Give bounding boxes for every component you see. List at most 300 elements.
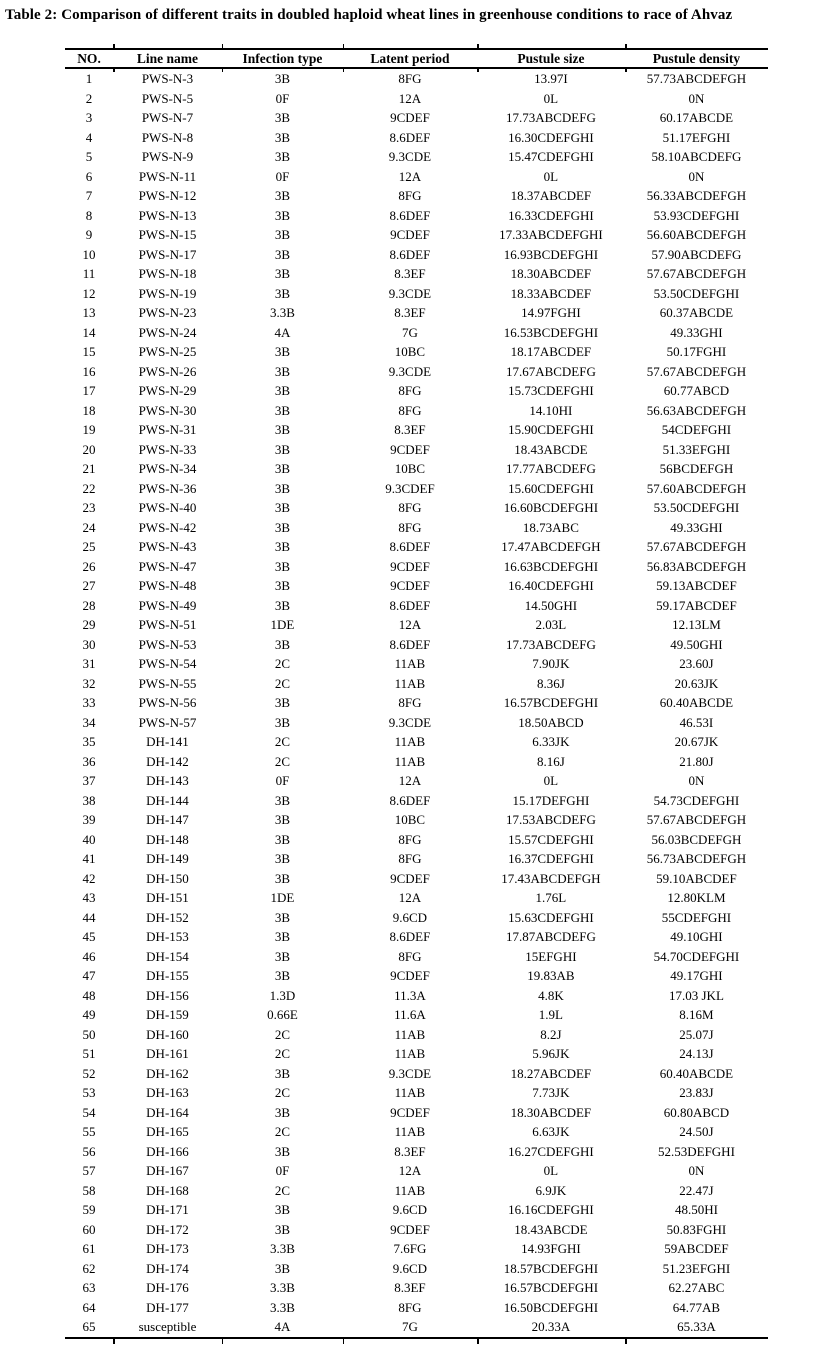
cell: PWS-N-11 [138, 168, 197, 184]
cell: 53 [82, 1085, 96, 1100]
cell: 10BC [394, 461, 426, 476]
cell: 17.77ABCDEFG [505, 461, 596, 476]
cell: DH-174 [146, 1260, 189, 1276]
cell: 7.90JK [532, 656, 570, 671]
cell: 3B [274, 812, 291, 827]
cell: 16.30CDEFGHI [508, 129, 594, 145]
cell: 6.63JK [532, 1124, 570, 1139]
cell: DH-141 [146, 734, 189, 749]
cell: 9.3CDE [388, 714, 432, 730]
cell: PWS-N-54 [138, 656, 197, 671]
table-row [65, 1259, 768, 1279]
cell: 16.50BCDEFGHI [503, 1299, 599, 1315]
cell: 8.3EF [394, 1143, 426, 1159]
cell: 3B [274, 227, 291, 242]
cell: 23.60J [679, 656, 714, 671]
cell: 63 [82, 1280, 96, 1295]
cell: 33 [82, 695, 96, 710]
cell: 8FG [398, 71, 422, 86]
cell: 56 [82, 1143, 96, 1159]
cell: DH-165 [146, 1124, 189, 1139]
cell: DH-171 [146, 1202, 189, 1217]
cell: 8FG [398, 500, 422, 515]
cell: 3B [274, 831, 291, 847]
table-row [65, 635, 768, 655]
cell: 2C [274, 1085, 291, 1100]
cell: 11AB [394, 1026, 426, 1042]
cell: 9CDEF [390, 870, 430, 886]
cell: 3B [274, 110, 291, 125]
table-row [65, 381, 768, 401]
cell: 57.73ABCDEFGH [646, 71, 747, 86]
cell: PWS-N-48 [138, 578, 197, 593]
cell: 53.50CDEFGHI [653, 285, 740, 301]
cell: 3B [274, 188, 291, 203]
cell: 15.17DEFGHI [512, 792, 590, 808]
table-row [65, 771, 768, 791]
cell: DH-173 [146, 1241, 189, 1256]
cell: 17.73ABCDEFG [505, 636, 596, 652]
cell: 16.53BCDEFGHI [503, 324, 599, 340]
cell: DH-177 [146, 1299, 189, 1315]
cell: 9.3CDE [388, 149, 432, 164]
cell: 8.6DEF [389, 129, 431, 145]
table-row [65, 420, 768, 440]
cell: 24.50J [679, 1124, 714, 1139]
cell: 57.67ABCDEFGH [646, 363, 747, 379]
table-row [65, 576, 768, 596]
cell: 3B [274, 285, 291, 301]
cell: 3B [274, 1104, 291, 1120]
cell: 3B [274, 909, 291, 925]
cell: PWS-N-15 [138, 227, 197, 242]
cell: 3B [274, 968, 291, 983]
cell: 3B [274, 1202, 291, 1217]
cell: 18.30ABCDEF [510, 1104, 592, 1120]
cell: 20.67JK [674, 734, 719, 749]
cell: 12A [398, 90, 422, 106]
cell: 52.53DEFGHI [657, 1143, 735, 1159]
cell: PWS-N-42 [138, 519, 197, 535]
table-row [65, 1200, 768, 1220]
cell: 17.43ABCDEFGH [501, 870, 601, 886]
cell: 17 [82, 383, 96, 398]
cell: 64.77AB [672, 1299, 721, 1315]
cell: 17.47ABCDEFGH [501, 539, 601, 554]
cell: 50.83FGHI [666, 1221, 727, 1237]
cell: 3B [274, 422, 291, 437]
column-header-latent-period: Latent period [343, 49, 477, 68]
cell: 3B [274, 461, 291, 476]
cell: 8.6DEF [389, 597, 431, 613]
cell: 3B [274, 480, 291, 496]
cell: 0F [275, 90, 290, 106]
table-row [65, 1025, 768, 1045]
cell: 9CDEF [390, 227, 430, 242]
cell: 12A [398, 168, 422, 184]
column-header-infection-type: Infection type [222, 49, 343, 68]
table-row [65, 869, 768, 889]
cell: PWS-N-24 [138, 324, 197, 340]
cell: 9.3CDE [388, 1065, 432, 1081]
cell: 8.2J [540, 1026, 562, 1042]
cell: 3B [274, 1065, 291, 1081]
table-row [65, 1005, 768, 1025]
cell: 55CDEFGHI [661, 909, 732, 925]
cell: PWS-N-36 [138, 480, 197, 496]
cell: 17.87ABCDEFG [505, 929, 596, 944]
cell: DH-150 [146, 870, 189, 886]
cell: 2C [274, 675, 291, 691]
cell: DH-147 [146, 812, 189, 827]
cell: 56.73ABCDEFGH [646, 851, 747, 866]
cell: 1.3D [269, 987, 296, 1003]
table-row [65, 888, 768, 908]
cell: 0N [688, 90, 705, 106]
table-row [65, 1122, 768, 1142]
cell: PWS-N-34 [138, 461, 197, 476]
column-header-line-name: Line name [113, 49, 222, 68]
cell: 3B [274, 870, 291, 886]
cell: 59ABCDEF [664, 1241, 729, 1256]
cell: PWS-N-9 [141, 149, 194, 164]
cell: 3B [274, 695, 291, 710]
table-row [65, 128, 768, 148]
cell: 12A [398, 617, 422, 632]
cell: 3B [274, 714, 291, 730]
table-row [65, 68, 768, 89]
cell: 21 [82, 461, 96, 476]
cell: 3B [274, 1221, 291, 1237]
cell: 56BCDEFGH [659, 461, 734, 476]
cell: 3B [274, 578, 291, 593]
cell: 11.3A [394, 987, 426, 1003]
table-row [65, 908, 768, 928]
table-row [65, 1103, 768, 1123]
cell: 31 [82, 656, 96, 671]
cell: 7G [401, 324, 418, 340]
cell: 12A [398, 1163, 422, 1178]
column-boundary-tick [625, 69, 627, 72]
cell: 3B [274, 363, 291, 379]
cell: 8.36J [537, 675, 565, 691]
cell: 0F [275, 168, 290, 184]
cell: 62 [82, 1260, 96, 1276]
table-row [65, 810, 768, 830]
cell: DH-144 [146, 792, 189, 808]
cell: 10BC [394, 344, 426, 359]
table-row [65, 791, 768, 811]
cell: 8.6DEF [389, 246, 431, 262]
cell: 37 [82, 773, 96, 788]
cell: 25.07J [679, 1026, 714, 1042]
cell: 24.13J [679, 1046, 714, 1061]
cell: 3B [274, 344, 291, 359]
cell: 6.33JK [532, 734, 570, 749]
table-row [65, 1239, 768, 1259]
cell: 23.83J [679, 1085, 714, 1100]
cell: 8FG [398, 519, 422, 535]
cell: 9.6CD [392, 1260, 428, 1276]
cell: 57.60ABCDEFGH [646, 480, 747, 496]
column-boundary-tick [222, 69, 224, 72]
cell: 55 [82, 1124, 96, 1139]
cell: 15.47CDEFGHI [508, 149, 594, 164]
table-row [65, 927, 768, 947]
cell: PWS-N-55 [138, 675, 197, 691]
cell: 46 [82, 948, 96, 964]
cell: 65.33A [677, 1319, 716, 1334]
cell: 44 [82, 909, 96, 925]
cell: 24 [82, 519, 96, 535]
cell: 1.9L [538, 1007, 563, 1022]
table-header [65, 49, 768, 68]
cell: 6 [85, 168, 93, 184]
table-row [65, 713, 768, 733]
cell: 3B [274, 948, 291, 964]
cell: 3B [274, 636, 291, 652]
cell: 10 [82, 246, 96, 262]
cell: 19.83AB [527, 968, 575, 983]
cell: 15 [82, 344, 96, 359]
cell: 30 [82, 636, 96, 652]
column-boundary-tick [222, 44, 224, 48]
cell: 23 [82, 500, 96, 515]
cell: 9CDEF [390, 1104, 430, 1120]
cell: PWS-N-53 [138, 636, 197, 652]
cell: DH-149 [146, 851, 189, 866]
cell: 9CDEF [390, 441, 430, 457]
cell: 12.80KLM [667, 890, 726, 905]
cell: 3B [274, 519, 291, 535]
cell: susceptible [138, 1319, 197, 1334]
cell: 57 [82, 1163, 96, 1178]
cell: 41 [82, 851, 96, 866]
cell: 18.43ABCDE [514, 441, 588, 457]
cell: DH-156 [146, 987, 189, 1003]
cell: DH-163 [146, 1085, 189, 1100]
cell: PWS-N-40 [138, 500, 197, 515]
cell: 7 [85, 188, 93, 203]
table-body [65, 68, 768, 1338]
cell: 34 [82, 714, 96, 730]
table-row [65, 1317, 768, 1338]
cell: PWS-N-56 [138, 695, 197, 710]
cell: 0N [688, 1163, 705, 1178]
cell: 3B [274, 539, 291, 554]
cell: 14 [82, 324, 96, 340]
column-boundary-tick [113, 44, 115, 48]
cell: PWS-N-8 [141, 129, 194, 145]
cell: 14.10HI [529, 402, 573, 418]
cell: 54CDEFGHI [661, 422, 732, 437]
table-row [65, 986, 768, 1006]
cell: 16.16CDEFGHI [508, 1202, 594, 1217]
cell: 57.67ABCDEFGH [646, 539, 747, 554]
cell: DH-142 [146, 753, 189, 769]
cell: 51.23EFGHI [662, 1260, 731, 1276]
cell: 17.53ABCDEFG [505, 812, 596, 827]
cell: 15.63CDEFGHI [508, 909, 594, 925]
cell: PWS-N-3 [141, 71, 194, 86]
table-row [65, 186, 768, 206]
cell: 15EFGHI [525, 948, 577, 964]
column-header-pustule-size: Pustule size [477, 49, 625, 68]
cell: 56.33ABCDEFGH [646, 188, 747, 203]
column-boundary-tick [625, 1339, 627, 1344]
cell: 5 [85, 149, 93, 164]
cell: 18.33ABCDEF [510, 285, 592, 301]
cell: 11AB [394, 1085, 426, 1100]
cell: PWS-N-12 [138, 188, 197, 203]
cell: 26 [82, 558, 96, 574]
table-row [65, 1220, 768, 1240]
cell: 54 [82, 1104, 96, 1120]
table-row [65, 732, 768, 752]
cell: 3.3B [269, 305, 295, 320]
table-row [65, 1181, 768, 1201]
cell: 8FG [398, 695, 422, 710]
cell: 59.13ABCDEF [656, 578, 737, 593]
cell: PWS-N-19 [138, 285, 197, 301]
cell: 58.10ABCDEFG [651, 149, 742, 164]
cell: 8FG [398, 1299, 422, 1315]
cell: PWS-N-43 [138, 539, 197, 554]
cell: 56.63ABCDEFGH [646, 402, 747, 418]
cell: 56.83ABCDEFGH [646, 558, 747, 574]
cell: 45 [82, 929, 96, 944]
cell: 14.93FGHI [521, 1241, 581, 1256]
cell: 1DE [270, 890, 295, 905]
cell: 17.67ABCDEFG [505, 363, 596, 379]
cell: 8.3EF [394, 422, 426, 437]
cell: 3B [274, 266, 291, 281]
cell: 3B [274, 792, 291, 808]
cell: 7G [401, 1319, 418, 1334]
cell: 8.6DEF [389, 929, 431, 944]
cell: 1 [85, 71, 93, 86]
cell: 9.3CDEF [385, 480, 435, 496]
cell: PWS-N-33 [138, 441, 197, 457]
cell: 0L [543, 1163, 559, 1178]
cell: 16.63BCDEFGHI [503, 558, 599, 574]
cell: 2C [274, 1124, 291, 1139]
cell: 8.6DEF [389, 207, 431, 223]
cell: PWS-N-5 [141, 90, 194, 106]
cell: 9.3CDE [388, 285, 432, 301]
cell: 60.17ABCDE [659, 110, 734, 125]
cell: 16.27CDEFGHI [508, 1143, 594, 1159]
cell: 49.33GHI [670, 519, 723, 535]
cell: 2C [274, 1182, 291, 1198]
table-row [65, 401, 768, 421]
table-row [65, 323, 768, 343]
cell: DH-155 [146, 968, 189, 983]
cell: DH-143 [146, 773, 189, 788]
column-boundary-tick [222, 1339, 224, 1344]
cell: DH-161 [146, 1046, 189, 1061]
cell: 42 [82, 870, 96, 886]
cell: DH-167 [146, 1163, 189, 1178]
cell: 0.66E [267, 1007, 298, 1022]
table-row [65, 362, 768, 382]
data-table-wrap [65, 48, 768, 1339]
cell: DH-166 [146, 1143, 189, 1159]
cell: 53.50CDEFGHI [653, 500, 740, 515]
cell: 15.57CDEFGHI [508, 831, 594, 847]
cell: DH-160 [146, 1026, 189, 1042]
cell: 2C [274, 734, 291, 749]
cell: 3 [85, 110, 93, 125]
cell: 1DE [270, 617, 295, 632]
cell: 56.60ABCDEFGH [646, 227, 747, 242]
table-row [65, 459, 768, 479]
cell: PWS-N-17 [138, 246, 197, 262]
cell: 9.6CD [392, 909, 428, 925]
table-row [65, 479, 768, 499]
cell: DH-164 [146, 1104, 189, 1120]
cell: 3B [274, 129, 291, 145]
table-row [65, 1298, 768, 1318]
cell: 11AB [394, 734, 426, 749]
cell: 38 [82, 792, 96, 808]
cell: 6.9JK [535, 1182, 567, 1198]
cell: 60.77ABCD [663, 383, 730, 398]
cell: 17.33ABCDEFGHI [499, 227, 603, 242]
cell: 0L [543, 168, 559, 184]
table-row [65, 1278, 768, 1298]
cell: 7.73JK [532, 1085, 570, 1100]
table-row [65, 342, 768, 362]
cell: 18.30ABCDEF [510, 266, 592, 281]
cell: 54.73CDEFGHI [653, 792, 740, 808]
cell: 53.93CDEFGHI [653, 207, 740, 223]
cell: 35 [82, 734, 96, 749]
table-row [65, 303, 768, 323]
table-row [65, 498, 768, 518]
cell: 3B [274, 597, 291, 613]
cell: 4.8K [538, 987, 564, 1003]
table-row [65, 615, 768, 635]
cell: PWS-N-49 [138, 597, 197, 613]
cell: 3B [274, 1143, 291, 1159]
table-row [65, 206, 768, 226]
table-row [65, 245, 768, 265]
cell: 36 [82, 753, 96, 769]
cell: 56.03BCDEFGH [651, 831, 742, 847]
cell: 8.16M [679, 1007, 714, 1022]
cell: 15.90CDEFGHI [508, 422, 594, 437]
cell: 11AB [394, 1182, 426, 1198]
cell: 8.3EF [394, 305, 426, 320]
cell: 18.17ABCDEF [510, 344, 592, 359]
cell: 3B [274, 246, 291, 262]
column-boundary-tick [477, 69, 479, 72]
cell: 3B [274, 558, 291, 574]
cell: 25 [82, 539, 96, 554]
cell: DH-151 [146, 890, 189, 905]
cell: 11AB [394, 1124, 426, 1139]
cell: 3.3B [269, 1280, 295, 1295]
cell: 3B [274, 383, 291, 398]
cell: 16.40CDEFGHI [508, 578, 594, 593]
cell: 11 [82, 266, 96, 281]
cell: 8.16J [537, 753, 565, 769]
cell: DH-159 [146, 1007, 189, 1022]
table-row [65, 89, 768, 109]
cell: 1.76L [535, 890, 567, 905]
cell: 3.3B [269, 1241, 295, 1256]
